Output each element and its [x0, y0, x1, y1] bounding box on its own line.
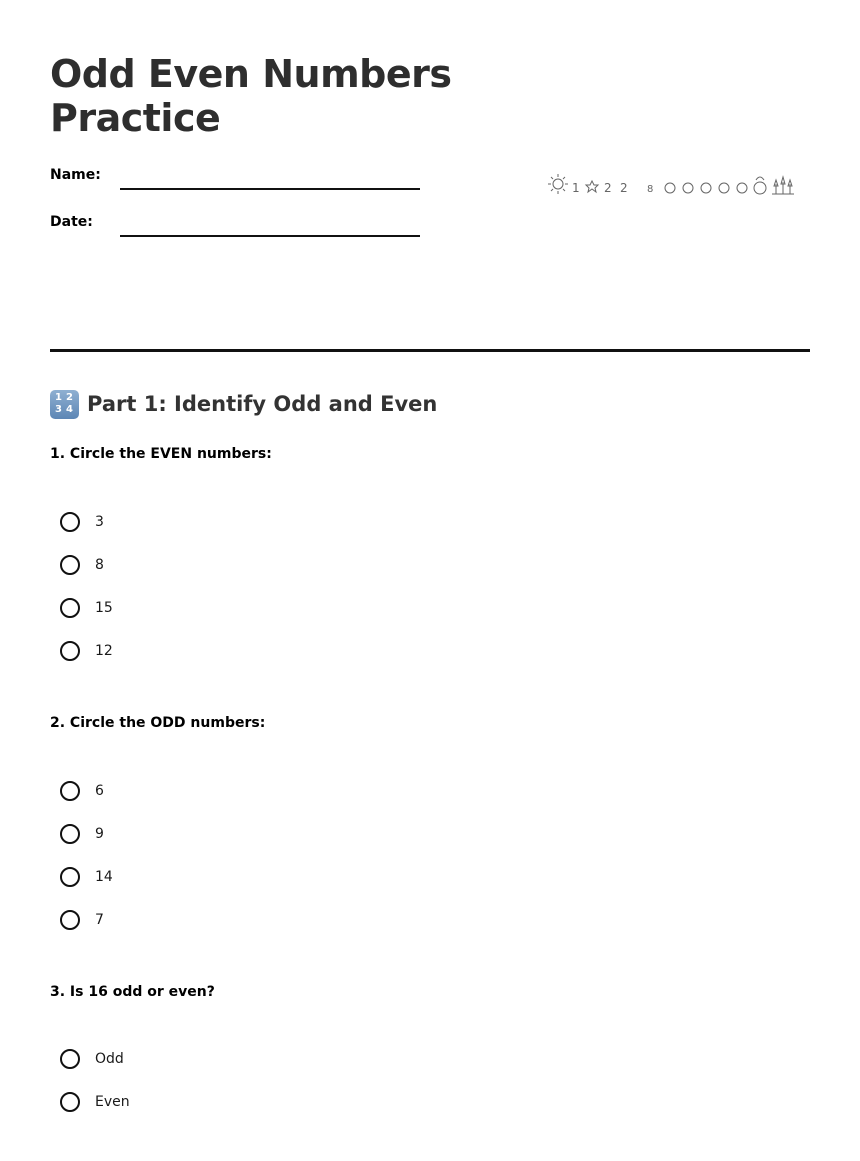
section-heading — [50, 388, 437, 420]
option-label: Even — [95, 1094, 130, 1110]
option-label: 15 — [95, 600, 113, 616]
answer-option[interactable] — [60, 778, 104, 804]
name-input-line[interactable] — [120, 188, 420, 190]
answer-option[interactable] — [60, 552, 104, 578]
svg-text:1: 1 — [572, 181, 580, 195]
keycap-digit: 3 — [55, 403, 62, 415]
radio-button[interactable] — [60, 867, 80, 887]
option-label: 6 — [95, 783, 104, 799]
option-label: 3 — [95, 514, 104, 530]
option-label: 8 — [95, 557, 104, 573]
answer-option[interactable] — [60, 638, 113, 664]
date-label: Date: — [50, 214, 93, 230]
radio-button[interactable] — [60, 555, 80, 575]
radio-button[interactable] — [60, 512, 80, 532]
answer-option[interactable] — [60, 907, 104, 933]
answer-option[interactable] — [60, 595, 113, 621]
radio-button[interactable] — [60, 598, 80, 618]
radio-button[interactable] — [60, 824, 80, 844]
date-input-line[interactable] — [120, 235, 420, 237]
option-label: 9 — [95, 826, 104, 842]
radio-button[interactable] — [60, 1049, 80, 1069]
section-title: Part 1: Identify Odd and Even — [87, 392, 438, 416]
option-label: 14 — [95, 869, 113, 885]
answer-option[interactable] — [60, 864, 113, 890]
option-label: 12 — [95, 643, 113, 659]
date-field[interactable] — [50, 214, 430, 244]
question-text: 2. Circle the ODD numbers: — [50, 715, 266, 731]
answer-option[interactable] — [60, 1046, 124, 1072]
answer-option[interactable] — [60, 509, 104, 535]
input-numbers-keycap-icon — [50, 390, 79, 419]
answer-option[interactable] — [60, 821, 104, 847]
svg-text:8: 8 — [647, 184, 654, 195]
question-text: 3. Is 16 odd or even? — [50, 984, 215, 1000]
option-label: Odd — [95, 1051, 124, 1067]
svg-text:2: 2 — [604, 181, 612, 195]
radio-button[interactable] — [60, 910, 80, 930]
name-label: Name: — [50, 167, 101, 183]
name-field[interactable] — [50, 167, 430, 197]
keycap-digit: 1 — [55, 391, 62, 403]
question-text: 1. Circle the EVEN numbers: — [50, 446, 272, 462]
page-title: Odd Even Numbers Practice — [50, 52, 452, 140]
option-label: 7 — [95, 912, 104, 928]
sun-star-numbers-clipart — [548, 168, 798, 198]
radio-button[interactable] — [60, 641, 80, 661]
keycap-digit: 4 — [66, 403, 73, 415]
answer-option[interactable] — [60, 1089, 130, 1115]
header-divider — [50, 349, 810, 352]
radio-button[interactable] — [60, 1092, 80, 1112]
svg-text:2: 2 — [620, 181, 628, 195]
keycap-digit: 2 — [66, 391, 73, 403]
radio-button[interactable] — [60, 781, 80, 801]
